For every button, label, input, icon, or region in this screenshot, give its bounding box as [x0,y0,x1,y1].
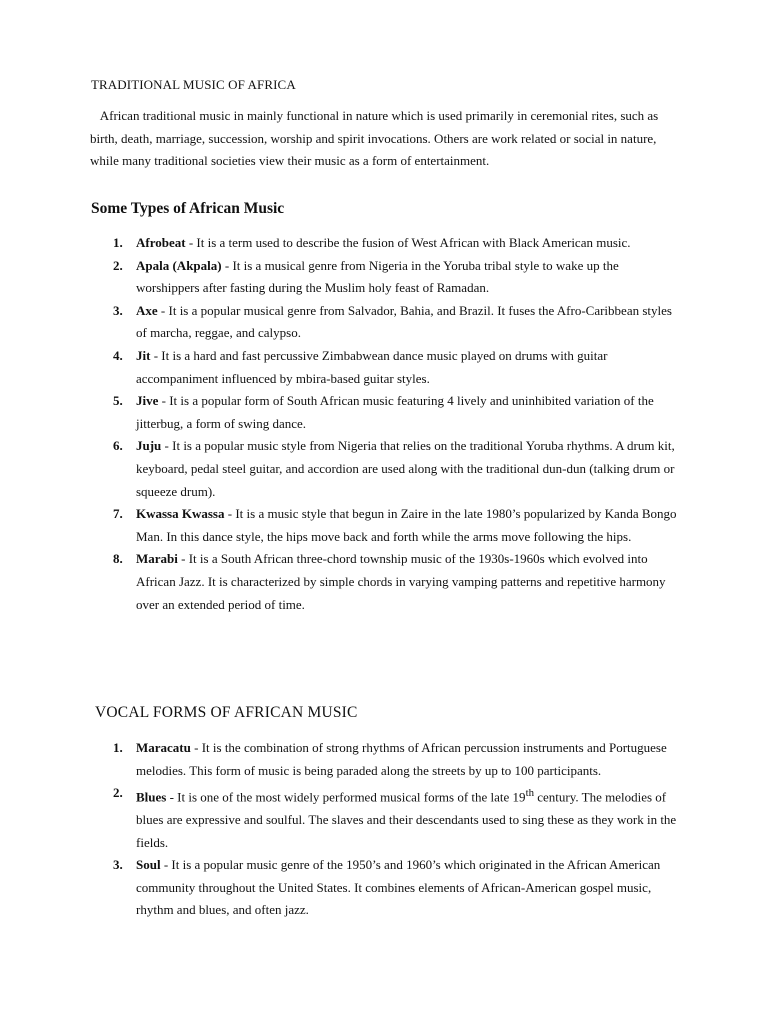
item-number: 3. [113,857,123,873]
item-description: - It is the combination of strong rhythms of African percussion instruments and Portuguese melodies. This form of music is being paraded along the streets by up to 100 participants. [136,740,667,778]
item-number: 8. [113,551,123,567]
item-number: 7. [113,506,123,522]
item-term: Blues [136,789,167,805]
item-term: Marabi [136,551,178,567]
list-item [0,435,684,503]
item-description: - It is a popular form of South African music featuring 4 lively and uninhibited variation of the jitterbug, a form of swing dance. [136,393,654,431]
item-term: Maracatu [136,740,191,755]
types-heading: Some Types of African Music [91,200,285,217]
list-item [0,854,684,922]
list-item [0,232,684,255]
list-item [0,390,684,435]
intro-paragraph [90,105,680,173]
item-description-cont: century. The melodies of blues are expressive and soulful. The slaves and their descendants used to sing these as they work in the fields. [136,789,677,850]
intro-text: African traditional music in mainly functional in nature which is used primarily in ceremonial rites, such as birth, death, marriage, succession, worship and spirit invocations. Others are work related or social in nature, while many traditional societies view their music as a form of entertainment. [90,108,659,169]
item-term: Afrobeat [136,235,186,250]
item-description: - It is one of the most widely performed musical forms of the late 19 [166,789,526,805]
item-number: 2. [113,257,123,273]
list-item [0,737,684,782]
item-number: 5. [113,393,123,409]
item-number: 6. [113,438,123,454]
item-term: Jive [136,393,159,409]
superscript: th [525,787,534,800]
list-item [0,255,684,300]
item-description: - It is a popular music genre of the 1950’s and 1960’s which originated in the African American community throughout the United States. It combines elements of African-American gospel music, rhythm and blues, and often jazz. [136,857,661,918]
list-item [0,345,684,390]
item-term: Juju [136,438,162,454]
item-term: Soul [136,857,161,873]
item-description: - It is a hard and fast percussive Zimbabwean dance music played on drums with guitar accompaniment influenced by mbira-based guitar styles. [136,347,608,386]
item-number: 2. [113,785,123,801]
item-number: 4. [113,347,123,363]
vocal-forms-heading: VOCAL FORMS OF AFRICAN MUSIC [95,704,358,721]
item-description: - It is a musical genre from Nigeria in the Yoruba tribal style to wake up the worshippers after fasting during the Muslim holy feast of Ramadan. [136,257,619,296]
music-types-list [0,232,768,616]
item-term: Jit [136,347,151,363]
list-item [0,300,684,345]
list-item [0,782,684,854]
item-description: - It is a popular musical genre from Salvador, Bahia, and Brazil. It fuses the Afro-Caribbean styles of marcha, reggae, and calypso. [136,302,672,341]
list-item [0,503,684,548]
document-title: TRADITIONAL MUSIC OF AFRICA [91,77,296,92]
vocal-forms-list [0,737,768,922]
item-number: 3. [113,302,123,318]
item-description: - It is a music style that begun in Zaire in the late 1980’s popularized by Kanda Bongo Man. In this dance style, the hips move back and forth while the arms move following the hips. [136,506,677,544]
item-term: Apala (Akpala) [136,257,222,273]
item-term: Kwassa Kwassa [136,506,225,522]
item-number: 1. [113,740,123,755]
item-description: - It is a term used to describe the fusion of West African with Black American music. [185,235,631,250]
list-item [0,548,684,616]
item-description: - It is a South African three-chord township music of the 1930s-1960s which evolved into African Jazz. It is characterized by simple chords in varying vamping patterns and repetitive harmony over an extended period of time. [136,551,666,612]
item-number: 1. [113,235,123,250]
item-description: - It is a popular music style from Nigeria that relies on the traditional Yoruba rhythms. A drum kit, keyboard, pedal steel guitar, and accordion are used along with the traditional dun-dun (talking drum or squeeze drum). [136,438,675,499]
item-term: Axe [136,302,158,318]
